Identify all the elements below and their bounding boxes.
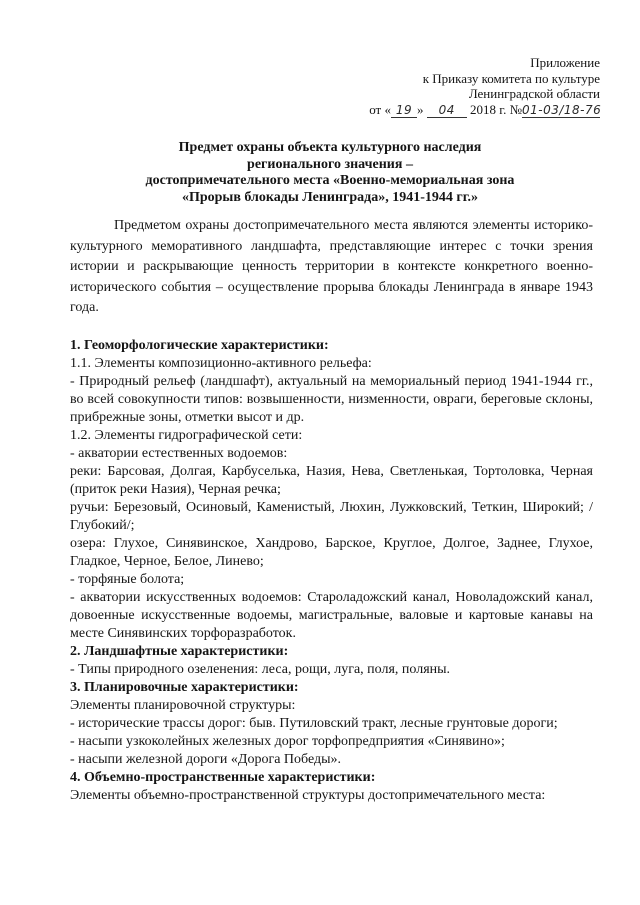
section-4-heading: 4. Объемно-пространственные характеристики: — [70, 770, 376, 785]
document-body — [70, 337, 593, 805]
landscape-text: - Типы природного озеленения: леса, рощи, луга, поля, поляны. — [70, 662, 451, 677]
order-date-line — [320, 102, 600, 118]
date-prefix: от « — [369, 101, 391, 117]
spatial-intro: Элементы объемно-пространственной структуры достопримечательного места: — [70, 788, 546, 803]
subsection-1-2: 1.2. Элементы гидрографической сети: — [70, 428, 303, 443]
bogs-item: - торфяные болота; — [70, 572, 185, 587]
section-2-heading: 2. Ландшафтные характеристики: — [70, 644, 289, 659]
planning-item-victory-road: - насыпи железной дороги «Дорога Победы». — [70, 752, 342, 767]
document-title — [70, 140, 590, 206]
title-line-1: Предмет охраны объекта культурного наследия — [178, 140, 482, 155]
section-1-heading: 1. Геоморфологические характеристики: — [70, 338, 329, 353]
intro-paragraph: Предметом охраны достопримечательного места являются элементы историко-культурного меморативного ландшафта, представляющие интерес с точки зрения истории и раскрывающие ценность территории в контексте конкретного военно-исторического события – осуществление прорыва блокады Ленинграда в январе 1943 года. — [70, 218, 593, 315]
lakes-list: озера: Глухое, Синявинское, Хандрово, Барское, Круглое, Долгое, Заднее, Глухое, Гладкое, Черное, Белое, Линево; — [70, 536, 593, 569]
appendix-label: Приложение — [530, 55, 600, 70]
rivers-list: реки: Барсовая, Долгая, Карбуселька, Назия, Нева, Светленькая, Тортоловка, Черная (приток реки Назия), Черная речка; — [70, 464, 593, 497]
title-line-4: «Прорыв блокады Ленинграда», 1941-1944 гг.» — [181, 189, 479, 205]
planning-intro: Элементы планировочной структуры: — [70, 698, 296, 713]
relief-text: - Природный рельеф (ландшафт), актуальный на мемориальный период 1941-1944 гг., во всей совокупности типов: возвышенности, низменности, овраги, береговые склоны, прибрежные зоны, отметки высот и др. — [70, 374, 593, 425]
date-sep: » — [416, 101, 427, 117]
planning-item-roads: - исторические трассы дорог: быв. Путиловский тракт, лесные грунтовые дороги; — [70, 716, 558, 731]
handwritten-order-number: 01-03/18-76 — [522, 102, 602, 117]
planning-item-narrow-gauge: - насыпи узкоколейных железных дорог торфопредприятия «Синявино»; — [70, 734, 505, 749]
subsection-1-1: 1.1. Элементы композиционно-активного рельефа: — [70, 356, 372, 371]
handwritten-month: 04 — [427, 104, 467, 118]
handwritten-day: 19 — [391, 104, 417, 118]
appendix-order-ref: к Приказу комитета по культуре — [422, 70, 600, 86]
appendix-header — [320, 55, 600, 118]
appendix-region: Ленинградской области — [468, 86, 600, 101]
year-text: 2018 г. № — [466, 101, 522, 117]
title-line-3: достопримечательного места «Военно-мемориальная зона — [145, 173, 515, 188]
title-line-2: регионального значения – — [247, 156, 413, 172]
section-3-heading: 3. Планировочные характеристики: — [70, 680, 299, 695]
streams-list: ручьи: Березовый, Осиновый, Каменистый, Люхин, Лужковский, Теткин, Широкий; /Глубокий/; — [70, 500, 593, 533]
artificial-waters-list: - акватории искусственных водоемов: Староладожский канал, Новоладожский канал, довоенные искусственные водоемы, магистральные, валовые и картовые канавы на месте Синявинских торфоразработок. — [70, 590, 593, 641]
natural-waters-label: - акватории естественных водоемов: — [70, 446, 288, 461]
